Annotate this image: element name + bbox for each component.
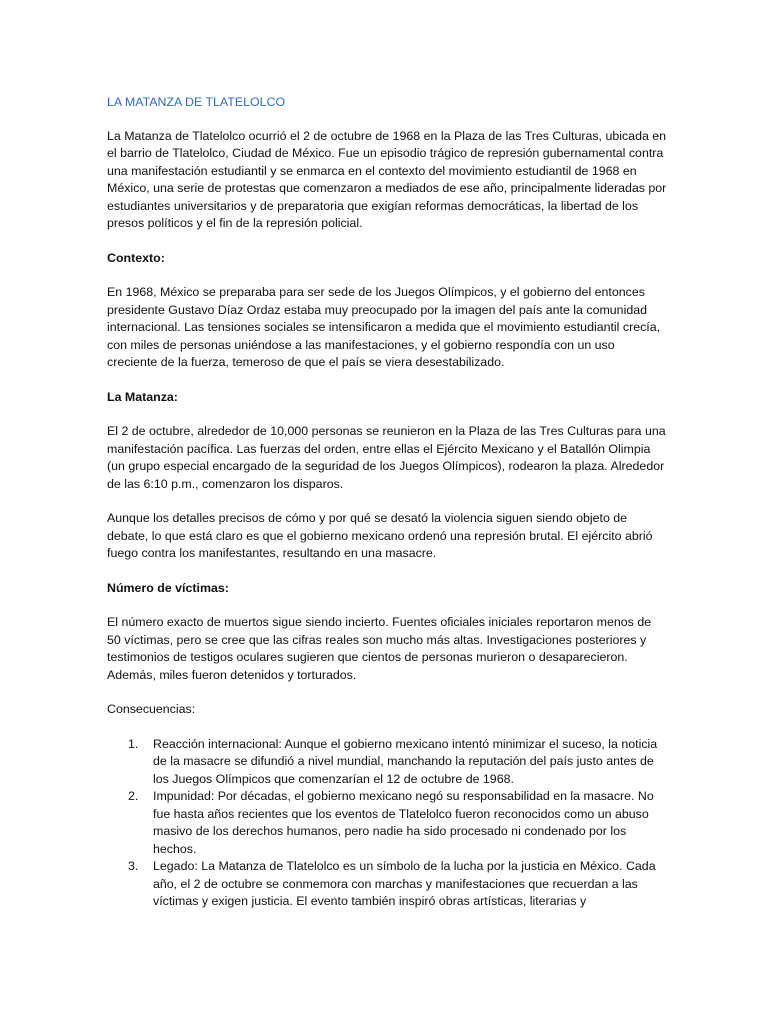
- consecuencias-list: [107, 736, 667, 911]
- intro-paragraph: La Matanza de Tlatelolco ocurrió el 2 de octubre de 1968 en la Plaza de las Tres Culturas, ubicada en el barrio de Tlatelolco, Ciudad de México. Fue un episodio trágico de represión gubernamental contra una manifestación estudiantil y se enmarca en el contexto del movimiento estudiantil de 1968 en México, una serie de protestas que comenzaron a mediados de ese año, principalmente lideradas por estudiantes universitarios y de preparatoria que exigían reformas democráticas, la libertad de los presos políticos y el fin de la represión policial.: [107, 128, 667, 230]
- contexto-paragraph: En 1968, México se preparaba para ser sede de los Juegos Olímpicos, y el gobierno del entonces presidente Gustavo Díaz Ordaz estaba muy preocupado por la imagen del país ante la comunidad internacional. Las tensiones sociales se intensificaron a medida que el movimiento estudiantil crecía, con miles de personas uniéndose a las manifestaciones, y el gobierno respondía con un uso creciente de la fuerza, temeroso de que el país se viera desestabilizado.: [107, 285, 661, 369]
- document-page: [107, 94, 667, 911]
- section-heading-consecuencias: Consecuencias:: [107, 702, 196, 716]
- section-heading-victimas: Número de víctimas:: [107, 580, 229, 595]
- matanza-paragraph-2: Aunque los detalles precisos de cómo y por qué se desató la violencia siguen siendo objeto de debate, lo que está claro es que el gobierno mexicano ordenó una represión brutal. El ejército abrió fuego contra los manifestantes, resultando en una masacre.: [107, 511, 653, 560]
- list-item-number: 3.: [128, 859, 139, 873]
- list-item-number: 2.: [128, 789, 139, 803]
- list-item-text: Reacción internacional: Aunque el gobierno mexicano intentó minimizar el suceso, la noticia de la masacre se difundió a nivel mundial, manchando la reputación del país justo antes de los Juegos Olímpicos que comenzarían el 12 de octubre de 1968.: [153, 736, 658, 786]
- list-item-text: Legado: La Matanza de Tlatelolco es un símbolo de la lucha por la justicia en México. Cada año, el 2 de octubre se conmemora con marchas y manifestaciones que recuerdan a las víctimas y exigen justicia. El evento también inspiró obras artísticas, literarias y: [153, 859, 656, 908]
- matanza-paragraph-1: El 2 de octubre, alrededor de 10,000 personas se reunieron en la Plaza de las Tres Culturas para una manifestación pacífica. Las fuerzas del orden, entre ellas el Ejército Mexicano y el Batallón Olimpia (un grupo especial encargado de la seguridad de los Juegos Olímpicos), rodearon la plaza. Alrededor de las 6:10 p.m., comenzaron los disparos.: [107, 424, 666, 491]
- section-heading-contexto: Contexto:: [107, 250, 165, 265]
- list-item-text: Impunidad: Por décadas, el gobierno mexicano negó su responsabilidad en la masacre. No fue hasta años recientes que los eventos de Tlatelolco fueron reconocidos como un abuso masivo de los derechos humanos, pero nadie ha sido procesado ni condenado por los hechos.: [153, 789, 654, 856]
- list-item-number: 1.: [128, 736, 139, 751]
- list-item: [128, 736, 667, 789]
- list-item: [128, 788, 667, 858]
- list-item: [128, 858, 667, 911]
- document-title: LA MATANZA DE TLATELOLCO: [107, 95, 286, 109]
- victimas-paragraph: El número exacto de muertos sigue siendo incierto. Fuentes oficiales iniciales reportaron menos de 50 víctimas, pero se cree que las cifras reales son mucho más altas. Investigaciones posteriores y testimonios de testigos oculares sugieren que cientos de personas murieron o desaparecieron. Además, miles fueron detenidos y torturados.: [107, 615, 652, 682]
- section-heading-matanza: La Matanza:: [107, 389, 178, 404]
